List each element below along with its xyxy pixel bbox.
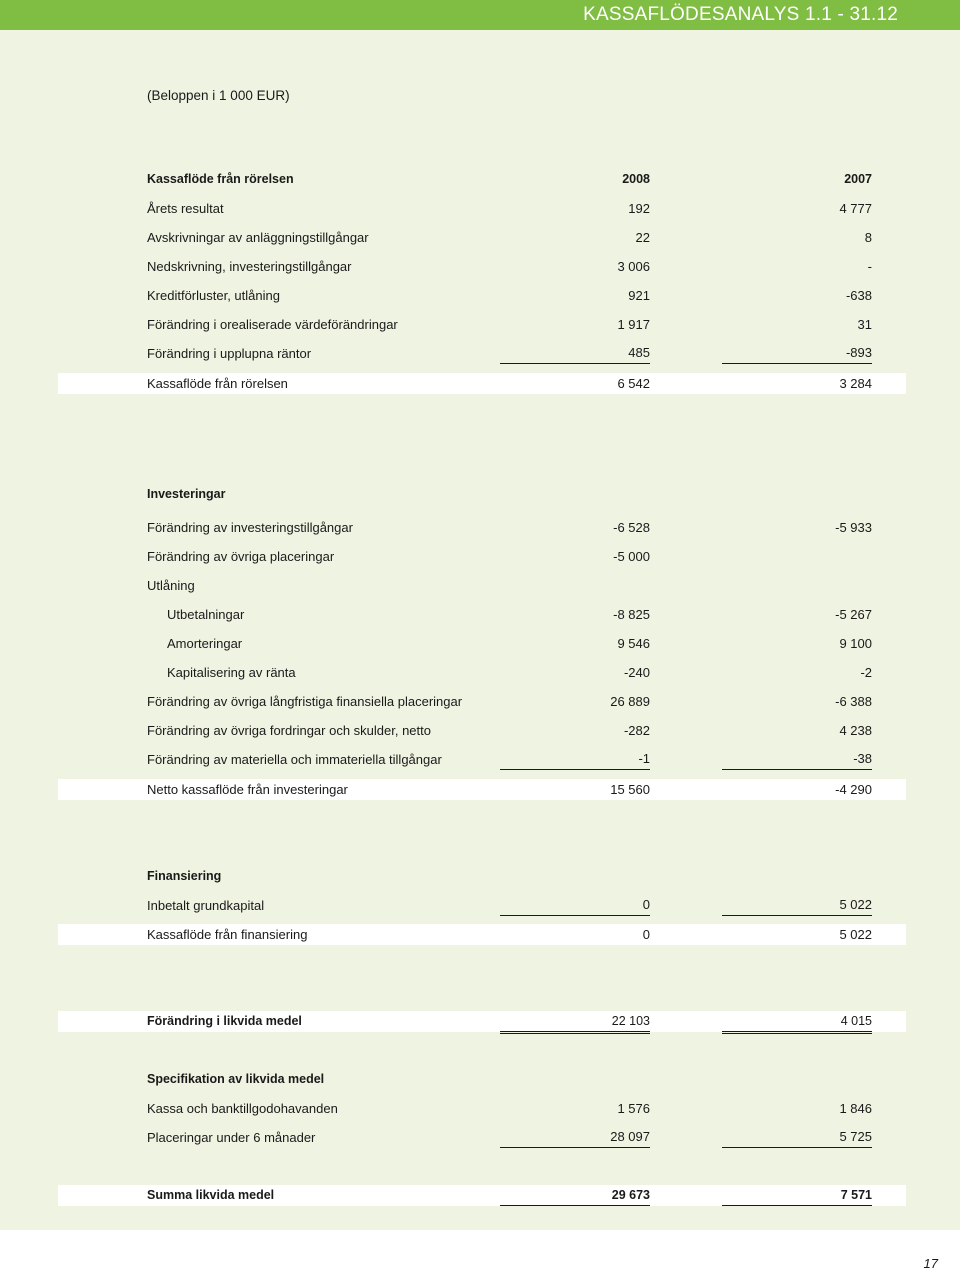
value-2007: -638	[845, 288, 872, 303]
row-label: Utbetalningar	[167, 607, 245, 622]
row-label: Netto kassaflöde från investeringar	[147, 782, 348, 797]
value-2007: -4 290	[835, 782, 872, 797]
row-label: Förändring i orealiserade värdeförändringar	[147, 317, 398, 332]
value-2007: -	[867, 259, 872, 274]
section-heading-specification	[58, 1069, 906, 1090]
page-title: KASSAFLÖDESANALYS 1.1 - 31.12	[583, 4, 898, 25]
row-label: Utlåning	[147, 578, 195, 593]
value-2008: 3 006	[617, 259, 650, 274]
value-2007: 31	[857, 317, 872, 332]
value-2008: -282	[623, 723, 650, 738]
row-label: Förändring av övriga fordringar och skulder, netto	[147, 723, 431, 738]
total-row-operations	[58, 373, 906, 394]
table-row	[58, 343, 906, 364]
row-label: Kassaflöde från rörelsen	[147, 376, 288, 391]
row-label: Kreditförluster, utlåning	[147, 288, 280, 303]
table-row	[58, 314, 906, 335]
value-2007: 9 100	[839, 636, 872, 651]
row-label: Inbetalt grundkapital	[147, 898, 265, 913]
total-row-specification	[58, 1185, 906, 1206]
units-note: (Beloppen i 1 000 EUR)	[147, 88, 290, 103]
row-label: Förändring i upplupna räntor	[147, 346, 312, 361]
value-2008: -6 528	[613, 520, 650, 535]
page-number: 17	[923, 1256, 938, 1271]
value-2008: 0	[500, 895, 650, 916]
year-2007: 2007	[844, 172, 872, 186]
value-2008: 28 097	[500, 1127, 650, 1148]
header-bar	[0, 0, 960, 30]
heading-label: Specifikation av likvida medel	[147, 1072, 325, 1086]
value-2007: -893	[722, 343, 872, 364]
value-2007: 1 846	[839, 1101, 872, 1116]
value-2007: 8	[864, 230, 872, 245]
table-row	[58, 256, 906, 277]
value-2008: 22 103	[500, 1011, 650, 1034]
row-label: Kapitalisering av ränta	[167, 665, 296, 680]
value-2008: -5 000	[613, 549, 650, 564]
table-row	[58, 662, 906, 683]
value-2008: 22	[635, 230, 650, 245]
heading-label: Kassaflöde från rörelsen	[147, 172, 294, 186]
table-row	[58, 720, 906, 741]
row-label: Förändring av övriga långfristiga finansiella placeringar	[147, 694, 463, 709]
section-heading-financing	[58, 866, 906, 887]
section-heading-investments	[58, 484, 906, 505]
row-label: Årets resultat	[147, 201, 224, 216]
value-2008: 921	[628, 288, 650, 303]
table-row	[58, 575, 906, 596]
table-row	[58, 517, 906, 538]
row-label: Summa likvida medel	[147, 1188, 275, 1202]
value-2007: 4 777	[839, 201, 872, 216]
value-2008: 192	[628, 201, 650, 216]
table-row	[58, 285, 906, 306]
value-2007: -2	[860, 665, 872, 680]
value-2007: -5 933	[835, 520, 872, 535]
value-2008: 0	[642, 927, 650, 942]
table-row	[58, 895, 906, 916]
row-label: Förändring av övriga placeringar	[147, 549, 335, 564]
heading-label: Investeringar	[147, 487, 226, 501]
value-2008: 485	[500, 343, 650, 364]
table-row	[58, 1098, 906, 1119]
table-row	[58, 1127, 906, 1148]
row-label: Förändring i likvida medel	[147, 1014, 302, 1028]
value-2007: 4 238	[839, 723, 872, 738]
value-2007: 7 571	[722, 1185, 872, 1206]
row-label: Förändring av investeringstillgångar	[147, 520, 353, 535]
change-liquid-assets-row	[58, 1011, 906, 1032]
row-label: Amorteringar	[167, 636, 243, 651]
value-2007: 5 022	[839, 927, 872, 942]
value-2008: 29 673	[500, 1185, 650, 1206]
value-2008: 15 560	[610, 782, 650, 797]
total-row-financing	[58, 924, 906, 945]
value-2008: -1	[500, 749, 650, 770]
value-2007: 5 022	[722, 895, 872, 916]
value-2008: 26 889	[610, 694, 650, 709]
table-row	[58, 633, 906, 654]
row-label: Placeringar under 6 månader	[147, 1130, 316, 1145]
value-2008: -8 825	[613, 607, 650, 622]
value-2008: 1 917	[617, 317, 650, 332]
row-label: Kassa och banktillgodohavanden	[147, 1101, 338, 1116]
value-2007: -38	[722, 749, 872, 770]
value-2008: 6 542	[617, 376, 650, 391]
row-label: Nedskrivning, investeringstillgångar	[147, 259, 352, 274]
value-2008: 9 546	[617, 636, 650, 651]
value-2008: 1 576	[617, 1101, 650, 1116]
value-2007: 3 284	[839, 376, 872, 391]
value-2007: 5 725	[722, 1127, 872, 1148]
table-row	[58, 691, 906, 712]
value-2007: -5 267	[835, 607, 872, 622]
section-heading-operations	[58, 169, 906, 190]
heading-label: Finansiering	[147, 869, 222, 883]
table-row	[58, 749, 906, 770]
row-label: Kassaflöde från finansiering	[147, 927, 308, 942]
year-2008: 2008	[622, 172, 650, 186]
value-2008: -240	[623, 665, 650, 680]
total-row-investments	[58, 779, 906, 800]
value-2007: 4 015	[722, 1011, 872, 1034]
table-row	[58, 546, 906, 567]
table-row	[58, 198, 906, 219]
table-row	[58, 604, 906, 625]
value-2007: -6 388	[835, 694, 872, 709]
row-label: Förändring av materiella och immateriella tillgångar	[147, 752, 442, 767]
row-label: Avskrivningar av anläggningstillgångar	[147, 230, 369, 245]
table-row	[58, 227, 906, 248]
